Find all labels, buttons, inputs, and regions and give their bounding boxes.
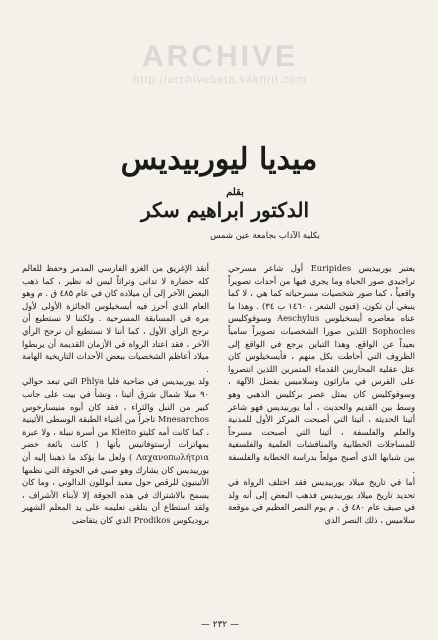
text-column-left <box>22 262 209 526</box>
by-label: بقلم <box>226 187 244 198</box>
author-name: الدكتور ابراهيم سكر <box>140 198 310 222</box>
watermark-url: http://archivebeta.sakhrit.com <box>133 74 307 86</box>
text-column-right <box>228 262 415 526</box>
page-number: — ٢٣٢ — <box>200 620 240 630</box>
article-title: ميديا ليوربيديس <box>120 142 318 177</box>
author-affiliation: بكلية الآداب بجامعة عين شمس <box>210 231 320 241</box>
watermark-main: ARCHIVE <box>141 40 298 73</box>
paragraph: أنقذ الإغريق من الغزو الفارسي المدمر وحفظ للعالم كله حضارة لا تدانى وتراثاً ليس له نظير ، كما ذهب البعض الآخر إلى أن ميلاده كان في عام ٤٨٥ ق . م وهو العام الذي أحرز فيه أيسخيلوس الجائزة الأولى لأول مرة في المسابقة المسرحية . ولكننا لا نستطيع أن نرجح الرأي الأول ، كما أننا لا نستطيع أن نرجح الرأي الآخر ، فقد اعتاد الرواة في الأزمان القديمة أن يربطوا ميلاد أعاظم الشخصيات ببعض الأحداث التاريخية الهامة . <box>22 263 209 374</box>
archive-watermark <box>120 40 320 86</box>
paragraph: ولد يوربيديس في ضاحية فليا Phlya التي تبعد حوالي ٩٠ ميلا شمال شرق أثينا ، ونشأ في بيت على جانب كبير من النبل والثراء ، فقد كان أبوه منيسارخوس Mnesarchos تاجراً من أغنياء الطبقة الوسطى الأثينية ، كما كانت أمه كليتو Kleito من أسرة نبيلة ، ولا عبرة بمهاترات أرستوفانيس بأنها ( كانت بائعة خضر Λαχανοπωλήτρια ) ولعل ما يؤكد ما ذهبنا إليه أن يوربيديس كان يشارك وهو صبي في الجوقة التي نظمها الأثينيون للرقص حول معبد أبوللون الدالوني ، وما كان يسمح بالاشتراك في هذه الجوقة إلا لأبناء الأشراف ، ولقد استطاع أن يتلقى تعليمه على يد المعلم الشهير بروديكوس Prodikos الذي كان يتقاضى <box>22 376 210 525</box>
paragraph: أما في تاريخ ميلاد يوربيديس فقد اختلف الرواة في تحديد تاريخ ميلاد يوربيديس فذهب البعض إلى أنه ولد في صيف عام ٤٨٠ ق . م يوم النصر العظيم في موقعة سلاميس ، ذلك النصر الذي <box>228 477 415 525</box>
paragraph: يعتبر يوربيديس Euripides أول شاعر مسرحي تراجيدي صور الحياة وما يجري فيها من أحداث تصويراً واقعياً ، كما صور شخصيات مسرحياته كما هي ، لا كما ينبغي أن تكون. (فنون الشعر ، ١٤٦٠ ب ٣٤) . وهذا ما عناه معاصره أيسخيلوس Aeschylus وسوفوكليس Sophocles اللذين صورا الشخصيات تصويراً سامياً بعيداً عن الواقع. وهذا التباين يرجع في الواقع إلى الظروف التي أحاطت بكل منهم ، فأيسخيلوس كان عثل عقلية المحاربين القدماء المتمرين اللذين انتصروا على الفرس في ماراثون وسلاميس بفضل الآلهة ، وسوفوكليس كان يمثل عصر بركليس الذهبي وهو وسط بين القديم والحديث ، أما يوربيديس فهو شاعر أثينا الحديثة ، أثينا التي أصبحت المركز الأول للمدنية والعلم والفلسفة ، أثينا التي أصبحت مسرحاً للمساجلات الخطابية والمناقشات العلمية والفلسفية بين شبابها الذي أصبح مولعاً بدراسة الخطابة والفلسفة . <box>228 263 415 475</box>
